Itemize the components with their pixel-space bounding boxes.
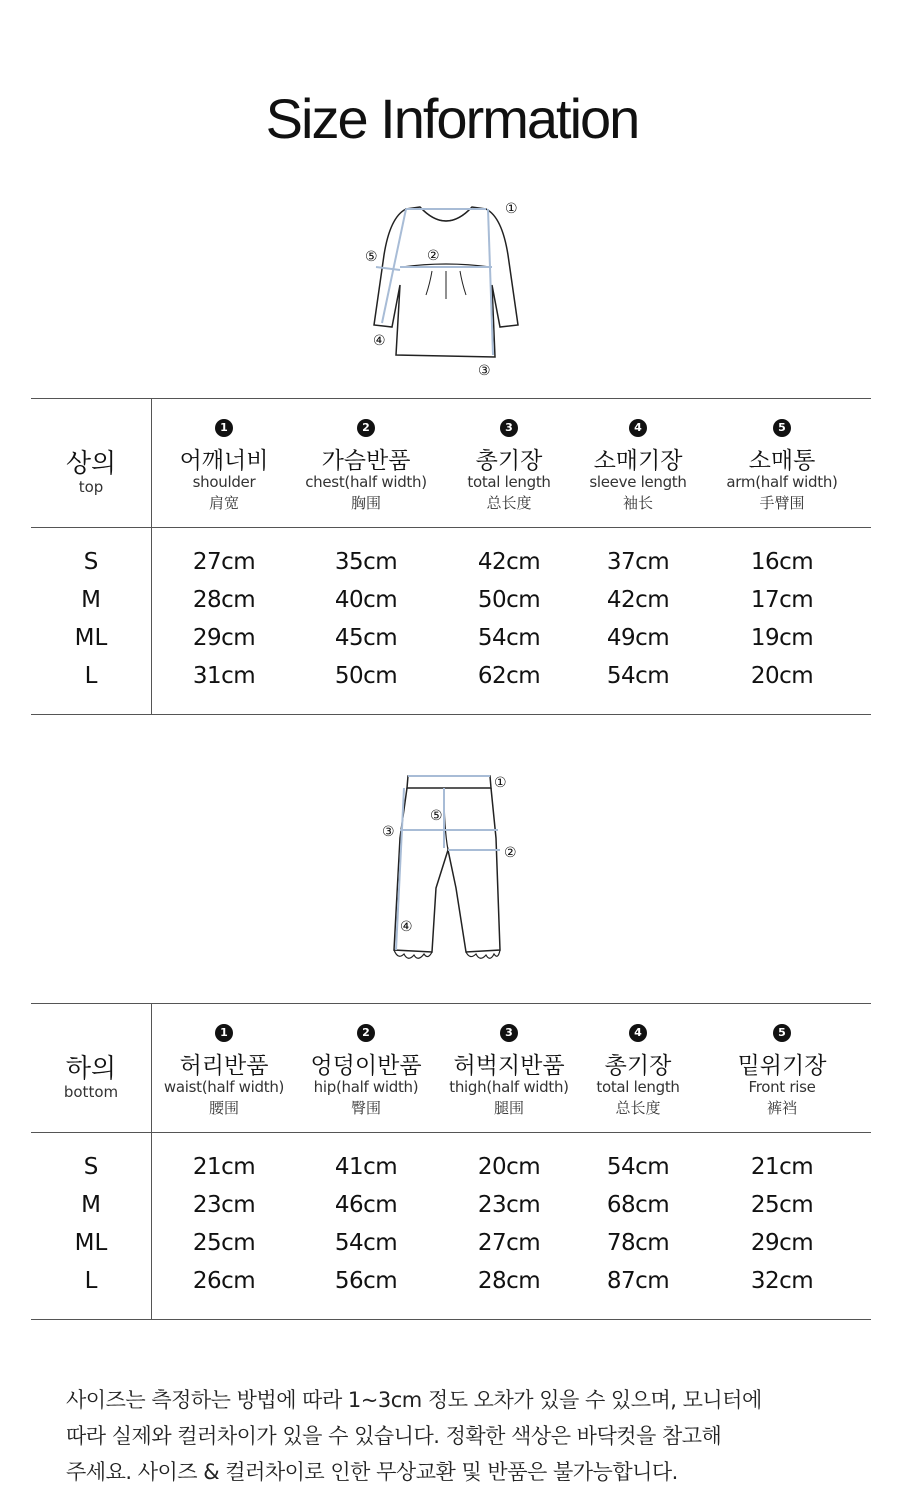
table-cell: 46cm (334, 1192, 398, 1218)
size-label: M (81, 587, 101, 613)
top-category (31, 398, 151, 528)
table-cell: 40cm (334, 587, 398, 613)
table-cell: 50cm (477, 587, 541, 613)
table-cell: 54cm (334, 1230, 398, 1256)
col-header-zh: 胸围 (350, 494, 381, 512)
table-cell: 16cm (750, 549, 814, 575)
col-header-front-rise (707, 1003, 857, 1133)
table-cell: 26cm (192, 1268, 256, 1294)
table-cell: 54cm (477, 625, 541, 651)
table-cell: 23cm (477, 1192, 541, 1218)
category-korean: 상의 (65, 449, 117, 479)
table-row (31, 663, 871, 701)
table-row (31, 1154, 871, 1192)
col-header-ko: 엉덩이반품 (310, 1053, 422, 1079)
col-header-en: sleeve length (589, 473, 687, 491)
number-badge: 5 (773, 419, 791, 437)
top-marker-2: ② (427, 248, 440, 264)
col-header-zh: 总长度 (486, 494, 532, 512)
notice-line: 주세요. 사이즈 & 컬러차이로 인한 무상교환 및 반품은 불가능합니다. (66, 1460, 678, 1484)
bottom-marker-3: ③ (382, 824, 395, 840)
col-header-zh: 腰围 (208, 1099, 239, 1117)
col-header-ko: 소매기장 (593, 448, 683, 474)
notice-line: 사이즈는 측정하는 방법에 따라 1~3cm 정도 오차가 있을 수 있으며, 모니터에 (66, 1388, 762, 1412)
col-header-ko: 소매통 (748, 448, 816, 474)
size-label: M (81, 1192, 101, 1218)
number-badge: 4 (629, 1024, 647, 1042)
size-label: ML (74, 625, 108, 651)
col-header-total-length (434, 398, 584, 528)
table-cell: 27cm (192, 549, 256, 575)
col-header-ko: 허벅지반품 (453, 1053, 565, 1079)
col-header-zh: 手臂围 (759, 494, 805, 512)
table-cell: 31cm (192, 663, 256, 689)
col-header-total-length (563, 1003, 713, 1133)
table-cell: 56cm (334, 1268, 398, 1294)
col-header-ko: 밑위기장 (737, 1053, 827, 1079)
table-row (31, 1192, 871, 1230)
col-header-arm (707, 398, 857, 528)
col-header-ko: 총기장 (604, 1053, 672, 1079)
col-header-zh: 裤裆 (766, 1099, 797, 1117)
table-cell: 29cm (750, 1230, 814, 1256)
size-label: S (83, 549, 99, 575)
table-cell: 42cm (606, 587, 670, 613)
table-cell: 62cm (477, 663, 541, 689)
col-header-thigh (434, 1003, 584, 1133)
number-badge: 1 (215, 419, 233, 437)
size-notice (66, 1382, 856, 1490)
col-header-en: chest(half width) (305, 473, 427, 491)
col-header-en: thigh(half width) (449, 1078, 569, 1096)
bottom-marker-5: ⑤ (430, 808, 443, 824)
table-cell: 78cm (606, 1230, 670, 1256)
category-english: bottom (63, 1083, 119, 1101)
size-label: ML (74, 1230, 108, 1256)
number-badge: 3 (500, 1024, 518, 1042)
table-row (31, 549, 871, 587)
table-cell: 27cm (477, 1230, 541, 1256)
bottom-size-table (31, 1003, 871, 1320)
bottom-marker-2: ② (504, 845, 517, 861)
table-cell: 28cm (192, 587, 256, 613)
table-cell: 49cm (606, 625, 670, 651)
shirt-diagram (360, 195, 530, 380)
top-marker-5: ⑤ (365, 249, 378, 265)
table-cell: 25cm (750, 1192, 814, 1218)
table-cell: 42cm (477, 549, 541, 575)
table-cell: 35cm (334, 549, 398, 575)
table-cell: 23cm (192, 1192, 256, 1218)
col-header-hip (291, 1003, 441, 1133)
category-korean: 하의 (65, 1054, 117, 1084)
pants-illustration (378, 768, 528, 968)
table-cell: 17cm (750, 587, 814, 613)
number-badge: 1 (215, 1024, 233, 1042)
col-header-zh: 腿围 (493, 1099, 524, 1117)
table-cell: 25cm (192, 1230, 256, 1256)
table-cell: 37cm (606, 549, 670, 575)
col-header-en: Front rise (748, 1078, 816, 1096)
col-header-en: total length (596, 1078, 680, 1096)
top-garment-illustration (360, 195, 530, 380)
col-header-en: total length (467, 473, 551, 491)
col-header-zh: 臀围 (350, 1099, 381, 1117)
table-cell: 21cm (192, 1154, 256, 1180)
page-title: Size Information (265, 87, 639, 150)
bottom-category (31, 1003, 151, 1133)
number-badge: 2 (357, 1024, 375, 1042)
table-cell: 54cm (606, 663, 670, 689)
table-cell: 45cm (334, 625, 398, 651)
pants-diagram (378, 768, 528, 968)
size-label: L (84, 663, 98, 689)
table-row (31, 1230, 871, 1268)
number-badge: 5 (773, 1024, 791, 1042)
col-header-en: hip(half width) (313, 1078, 419, 1096)
bottom-marker-4: ④ (400, 919, 413, 935)
col-header-shoulder (149, 398, 299, 528)
col-header-en: arm(half width) (726, 473, 838, 491)
number-badge: 2 (357, 419, 375, 437)
table-cell: 20cm (750, 663, 814, 689)
top-marker-3: ③ (478, 363, 491, 379)
col-header-waist (149, 1003, 299, 1133)
table-cell: 29cm (192, 625, 256, 651)
table-cell: 20cm (477, 1154, 541, 1180)
col-header-en: waist(half width) (163, 1078, 285, 1096)
category-english: top (78, 478, 104, 496)
number-badge: 4 (629, 419, 647, 437)
table-row (31, 1268, 871, 1306)
number-badge: 3 (500, 419, 518, 437)
col-header-zh: 总长度 (615, 1099, 661, 1117)
table-cell: 68cm (606, 1192, 670, 1218)
table-cell: 87cm (606, 1268, 670, 1294)
table-cell: 50cm (334, 663, 398, 689)
col-header-sleeve-length (563, 398, 713, 528)
col-header-ko: 허리반품 (179, 1053, 269, 1079)
top-marker-1: ① (505, 201, 518, 217)
table-cell: 19cm (750, 625, 814, 651)
size-label: L (84, 1268, 98, 1294)
col-header-zh: 肩宽 (208, 494, 239, 512)
bottom-marker-1: ① (494, 775, 507, 791)
size-label: S (83, 1154, 99, 1180)
col-header-ko: 총기장 (475, 448, 543, 474)
col-header-ko: 가슴반품 (321, 448, 411, 474)
notice-line: 따라 실제와 컬러차이가 있을 수 있습니다. 정확한 색상은 바닥컷을 참고해 (66, 1424, 722, 1448)
table-cell: 28cm (477, 1268, 541, 1294)
col-header-en: shoulder (192, 473, 256, 491)
table-cell: 41cm (334, 1154, 398, 1180)
top-marker-4: ④ (373, 333, 386, 349)
table-cell: 32cm (750, 1268, 814, 1294)
table-cell: 54cm (606, 1154, 670, 1180)
top-size-table (31, 398, 871, 715)
col-header-zh: 袖长 (622, 494, 653, 512)
table-row (31, 625, 871, 663)
col-header-ko: 어깨너비 (179, 448, 269, 474)
table-cell: 21cm (750, 1154, 814, 1180)
table-row (31, 587, 871, 625)
col-header-chest (291, 398, 441, 528)
